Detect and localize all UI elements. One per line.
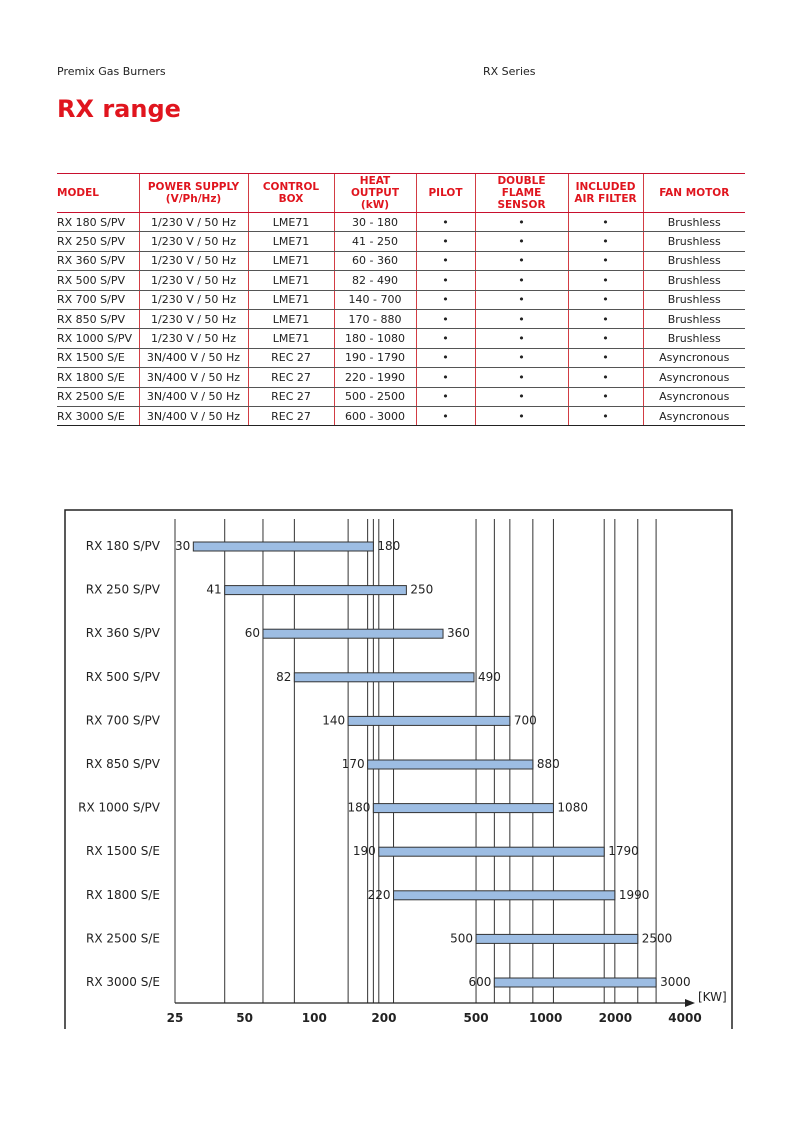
- col-double-flame-sensor: •: [475, 406, 568, 425]
- range-max-label: 250: [410, 582, 434, 597]
- x-tick-label: 1000: [528, 1011, 563, 1025]
- col-power-supply: 1/230 V / 50 Hz: [139, 232, 248, 251]
- col-control-box: REC 27: [248, 387, 334, 406]
- col-model: RX 3000 S/E: [57, 406, 139, 425]
- range-max-label: 3000: [660, 975, 691, 989]
- col-pilot: •: [416, 406, 475, 425]
- column-header-control-box: CONTROL BOX: [248, 174, 334, 213]
- range-bar: [263, 629, 443, 638]
- range-max-label: 2500: [641, 931, 673, 946]
- col-air-filter: •: [568, 290, 643, 309]
- x-tick-label: 25: [166, 1011, 184, 1025]
- range-min-label: 600: [468, 975, 492, 989]
- col-power-supply: 1/230 V / 50 Hz: [139, 309, 248, 328]
- table-row: [57, 348, 745, 367]
- col-double-flame-sensor: •: [475, 271, 568, 290]
- col-control-box: REC 27: [248, 368, 334, 387]
- range-bar: [373, 804, 553, 813]
- col-pilot: •: [416, 309, 475, 328]
- category-label: RX 3000 S/E: [86, 975, 160, 989]
- col-fan-motor: Brushless: [643, 271, 745, 290]
- col-fan-motor: Brushless: [643, 213, 745, 232]
- column-header-pilot: PILOT: [416, 174, 475, 213]
- range-bar: [193, 542, 373, 551]
- col-pilot: •: [416, 348, 475, 367]
- col-model: RX 2500 S/E: [57, 387, 139, 406]
- col-model: RX 1500 S/E: [57, 348, 139, 367]
- col-air-filter: •: [568, 406, 643, 425]
- range-min-label: 180: [347, 800, 371, 815]
- col-double-flame-sensor: •: [475, 232, 568, 251]
- col-power-supply: 3N/400 V / 50 Hz: [139, 387, 248, 406]
- x-tick-label: 200: [371, 1011, 397, 1025]
- heat-output-chart: [64, 509, 734, 1029]
- range-min-label: 170: [341, 757, 365, 771]
- x-axis-label: [KW]: [698, 990, 727, 1004]
- spec-table: [57, 173, 745, 426]
- table-row: [57, 329, 745, 348]
- table-row: [57, 387, 745, 406]
- range-min-label: 500: [450, 931, 474, 946]
- col-model: RX 500 S/PV: [57, 271, 139, 290]
- col-power-supply: 3N/400 V / 50 Hz: [139, 406, 248, 425]
- range-bar: [379, 847, 604, 856]
- col-pilot: •: [416, 232, 475, 251]
- range-min-label: 30: [175, 539, 191, 553]
- col-fan-motor: Brushless: [643, 329, 745, 348]
- col-pilot: •: [416, 271, 475, 290]
- table-body: [57, 213, 745, 426]
- header-left: Premix Gas Burners: [57, 65, 166, 78]
- column-header-heat-output: HEAT OUTPUT (kW): [334, 174, 416, 213]
- range-bar: [476, 934, 638, 943]
- range-min-label: 41: [206, 582, 222, 597]
- range-max-label: 360: [447, 626, 470, 641]
- range-bar: [494, 978, 656, 987]
- table-row: [57, 251, 745, 270]
- range-bar: [225, 586, 407, 595]
- col-fan-motor: Asyncronous: [643, 406, 745, 425]
- col-air-filter: •: [568, 368, 643, 387]
- col-double-flame-sensor: •: [475, 348, 568, 367]
- col-power-supply: 1/230 V / 50 Hz: [139, 329, 248, 348]
- col-heat-output: 190 - 1790: [334, 348, 416, 367]
- col-model: RX 180 S/PV: [57, 213, 139, 232]
- col-model: RX 250 S/PV: [57, 232, 139, 251]
- col-double-flame-sensor: •: [475, 213, 568, 232]
- col-control-box: LME71: [248, 290, 334, 309]
- col-control-box: LME71: [248, 232, 334, 251]
- table-header-row: [57, 174, 745, 213]
- col-pilot: •: [416, 213, 475, 232]
- col-pilot: •: [416, 251, 475, 270]
- col-heat-output: 170 - 880: [334, 309, 416, 328]
- page-title: RX range: [57, 95, 181, 123]
- range-min-label: 82: [276, 669, 292, 684]
- category-label: RX 850 S/PV: [85, 757, 160, 771]
- category-label: RX 700 S/PV: [85, 713, 160, 728]
- x-tick-label: 4000: [668, 1011, 702, 1025]
- col-air-filter: •: [568, 348, 643, 367]
- range-max-label: 1990: [618, 887, 650, 902]
- range-min-label: 190: [352, 844, 376, 859]
- table-row: [57, 368, 745, 387]
- col-model: RX 1800 S/E: [57, 368, 139, 387]
- table-row: [57, 213, 745, 232]
- category-label: RX 180 S/PV: [85, 539, 160, 553]
- col-double-flame-sensor: •: [475, 251, 568, 270]
- x-tick-label: 50: [236, 1011, 254, 1025]
- category-label: RX 1800 S/E: [86, 887, 160, 902]
- range-max-label: 180: [377, 539, 401, 553]
- col-model: RX 1000 S/PV: [57, 329, 139, 348]
- col-double-flame-sensor: •: [475, 387, 568, 406]
- col-power-supply: 3N/400 V / 50 Hz: [139, 368, 248, 387]
- range-bar: [394, 891, 615, 900]
- range-bar: [368, 760, 533, 769]
- col-control-box: REC 27: [248, 348, 334, 367]
- col-control-box: LME71: [248, 329, 334, 348]
- category-label: RX 2500 S/E: [86, 931, 160, 946]
- col-pilot: •: [416, 329, 475, 348]
- table-row: [57, 232, 745, 251]
- column-header-model: MODEL: [57, 174, 139, 213]
- col-control-box: REC 27: [248, 406, 334, 425]
- column-header-power-supply: POWER SUPPLY (V/Ph/Hz): [139, 174, 248, 213]
- category-label: RX 1500 S/E: [86, 844, 160, 859]
- col-model: RX 850 S/PV: [57, 309, 139, 328]
- range-max-label: 700: [513, 713, 537, 728]
- col-fan-motor: Brushless: [643, 232, 745, 251]
- col-power-supply: 1/230 V / 50 Hz: [139, 251, 248, 270]
- col-air-filter: •: [568, 213, 643, 232]
- column-header-fan-motor: FAN MOTOR: [643, 174, 745, 213]
- col-heat-output: 220 - 1990: [334, 368, 416, 387]
- col-fan-motor: Asyncronous: [643, 348, 745, 367]
- x-tick-label: 2000: [598, 1011, 633, 1025]
- col-power-supply: 3N/400 V / 50 Hz: [139, 348, 248, 367]
- col-fan-motor: Brushless: [643, 251, 745, 270]
- col-air-filter: •: [568, 232, 643, 251]
- range-bar: [348, 716, 510, 725]
- col-double-flame-sensor: •: [475, 309, 568, 328]
- col-model: RX 360 S/PV: [57, 251, 139, 270]
- range-bar: [294, 673, 474, 682]
- x-tick-label: 100: [301, 1011, 327, 1025]
- range-min-label: 60: [244, 626, 260, 641]
- col-power-supply: 1/230 V / 50 Hz: [139, 290, 248, 309]
- category-label: RX 360 S/PV: [85, 626, 160, 641]
- col-pilot: •: [416, 368, 475, 387]
- col-power-supply: 1/230 V / 50 Hz: [139, 271, 248, 290]
- range-max-label: 490: [478, 669, 501, 684]
- col-heat-output: 60 - 360: [334, 251, 416, 270]
- range-min-label: 220: [367, 887, 391, 902]
- range-max-label: 1790: [608, 844, 639, 859]
- category-label: RX 500 S/PV: [85, 669, 160, 684]
- col-model: RX 700 S/PV: [57, 290, 139, 309]
- col-double-flame-sensor: •: [475, 368, 568, 387]
- table-row: [57, 271, 745, 290]
- range-max-label: 880: [536, 757, 560, 771]
- col-heat-output: 180 - 1080: [334, 329, 416, 348]
- range-min-label: 140: [322, 713, 346, 728]
- x-tick-label: 500: [463, 1011, 489, 1025]
- category-label: RX 250 S/PV: [85, 582, 160, 597]
- col-air-filter: •: [568, 251, 643, 270]
- col-air-filter: •: [568, 309, 643, 328]
- col-power-supply: 1/230 V / 50 Hz: [139, 213, 248, 232]
- table-row: [57, 290, 745, 309]
- category-label: RX 1000 S/PV: [78, 800, 160, 815]
- table-row: [57, 309, 745, 328]
- col-heat-output: 30 - 180: [334, 213, 416, 232]
- column-header-double-flame-sensor: DOUBLE FLAME SENSOR: [475, 174, 568, 213]
- col-pilot: •: [416, 387, 475, 406]
- header-right: RX Series: [483, 65, 536, 78]
- col-heat-output: 600 - 3000: [334, 406, 416, 425]
- col-air-filter: •: [568, 387, 643, 406]
- col-control-box: LME71: [248, 251, 334, 270]
- col-heat-output: 41 - 250: [334, 232, 416, 251]
- col-fan-motor: Asyncronous: [643, 387, 745, 406]
- col-double-flame-sensor: •: [475, 290, 568, 309]
- col-fan-motor: Asyncronous: [643, 368, 745, 387]
- col-heat-output: 500 - 2500: [334, 387, 416, 406]
- col-heat-output: 82 - 490: [334, 271, 416, 290]
- column-header-air-filter: INCLUDED AIR FILTER: [568, 174, 643, 213]
- col-fan-motor: Brushless: [643, 290, 745, 309]
- col-air-filter: •: [568, 329, 643, 348]
- col-heat-output: 140 - 700: [334, 290, 416, 309]
- range-max-label: 1080: [557, 800, 588, 815]
- col-fan-motor: Brushless: [643, 309, 745, 328]
- col-control-box: LME71: [248, 213, 334, 232]
- col-air-filter: •: [568, 271, 643, 290]
- col-double-flame-sensor: •: [475, 329, 568, 348]
- table-row: [57, 406, 745, 425]
- col-control-box: LME71: [248, 309, 334, 328]
- col-control-box: LME71: [248, 271, 334, 290]
- col-pilot: •: [416, 290, 475, 309]
